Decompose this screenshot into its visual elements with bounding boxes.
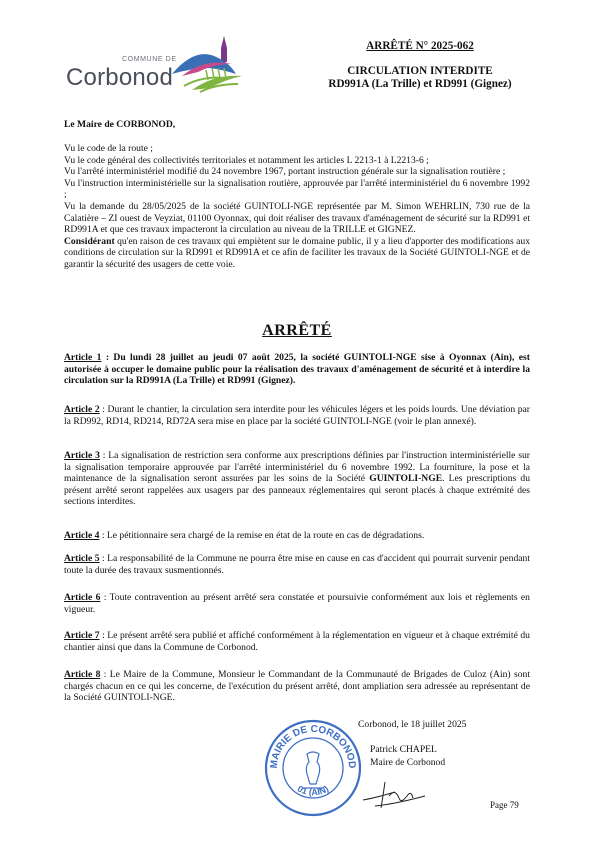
- considerant-text: qu'en raison de ces travaux qui empiètent sur le domaine public, il y a lieu d'apporter des modifications aux conditions de circulation sur la RD991 et RD991A et ce afin de faciliter les travaux de la Société GUINTOLI-NGE et de garantir la sécurité des usagers de cette voie.: [64, 235, 530, 270]
- article-2: [64, 404, 530, 427]
- article-text: : Le pétitionnaire sera chargé de la remise en état de la route en cas de dégradations.: [99, 530, 425, 541]
- signature-place-date: Corbonod, le 18 juillet 2025: [358, 719, 467, 730]
- signatory-name: Patrick CHAPEL: [370, 744, 437, 755]
- logo-commune-label: COMMUNE DE: [122, 56, 177, 63]
- visa-item: Vu l'arrêté interministériel modifié du 24 novembre 1967, portant instruction générale sur la signalisation routière ;: [64, 166, 506, 178]
- arrete-title: ARRÊTÉ: [262, 322, 332, 339]
- article-label: Article 1: [64, 352, 102, 363]
- article-text: : Le Maire de la Commune, Monsieur le Commandant de la Communauté de Brigades de Culoz (Ain) sont chargés chacun en ce qui les concerne, de l'exécution du présent arrêté, dont ampliation sera adressée au représentant de la Société GUINTOLI-NGE.: [64, 669, 530, 704]
- article-3: [64, 450, 530, 508]
- logo-wordmark: Corbonod: [66, 64, 174, 91]
- mairie-stamp: [263, 718, 363, 818]
- arrete-number: ARRÊTÉ N° 2025-062: [366, 40, 474, 52]
- article-company: GUINTOLI-NGE: [369, 473, 443, 485]
- mayor-heading: Le Maire de CORBONOD,: [64, 119, 176, 130]
- visa-item: Vu le code de la route ;: [64, 143, 153, 154]
- commune-logo: [64, 34, 254, 106]
- article-8: [64, 669, 530, 704]
- article-5: [64, 553, 530, 576]
- visa-item: Vu la demande du 28/05/2025 de la société GUINTOLI-NGE représentée par M. Simon WEHRLIN, 730 rue de la Calatière – ZI ouest de Veyziat, 01100 Oyonnax, qui doit réaliser des travaux d'aménagement de sécurité sur la RD991 et RD991A et que ces travaux impacteront la circulation au niveau de la TRILLE et GIGNEZ.: [64, 200, 530, 236]
- signatory-role: Maire de Corbonod: [370, 757, 446, 768]
- article-label: Article 6: [64, 592, 101, 603]
- article-text: : La signalisation de restriction sera conforme aux prescriptions définies par l'instruction interministérielle sur la signalisation temporaire approuvée par l'arrêté interministériel du 6 novembre 1992. La fourniture, la pose et la maintenance de la signalisation seront assurées par les soins de la Société: [64, 450, 530, 485]
- visas-block: [64, 143, 530, 271]
- article-label: Article 5: [64, 553, 100, 564]
- article-label: Article 7: [64, 630, 100, 641]
- article-label: Article 2: [64, 404, 100, 415]
- article-6: [64, 592, 530, 615]
- article-text: : Le présent arrêté sera publié et affiché conformément à la réglementation en vigueur et à chaque extrémité du chantier ainsi que dans la Commune de Corbonod.: [64, 630, 530, 653]
- considerant-paragraph: [64, 236, 530, 271]
- article-label: Article 3: [64, 450, 100, 461]
- article-7: [64, 630, 530, 653]
- subject-line-2: RD991A (La Trille) et RD991 (Gignez): [328, 78, 512, 90]
- article-text: : La responsabilité de la Commune ne pourra être mise en cause en cas d'accident qui pourrait survenir pendant toute la durée des travaux susmentionnés.: [64, 553, 530, 576]
- handwritten-signature: [355, 770, 445, 815]
- subject-line-1: CIRCULATION INTERDITE: [347, 65, 493, 77]
- article-text: . Les prescriptions du présent arrêté seront rappelées aux usagers par des panneaux réglementaires qui seront placés à chaque extrémité des sections interdites.: [64, 473, 530, 508]
- article-text: : Durant le chantier, la circulation sera interdite pour les véhicules légers et les poids lourds. Une déviation par la RD992, RD14, RD214, RD72A sera mise en place par la société GUINTOLI-NGE (voir le plan annexé).: [64, 404, 530, 427]
- article-label: Article 8: [64, 669, 101, 680]
- svg-text:MAIRIE DE CORBONOD: MAIRIE DE CORBONOD: [268, 723, 358, 769]
- article-text: : Toute contravention au présent arrêté sera constatée et poursuivie conformément aux lois et règlements en vigueur.: [64, 592, 530, 615]
- visa-item: Vu l'instruction interministérielle sur la signalisation routière, approuvée par l'arrêté interministériel du 6 novembre 1992 ;: [64, 177, 530, 201]
- signature-scribble-icon: [355, 770, 445, 815]
- article-label: Article 4: [64, 530, 100, 541]
- visa-item: Vu le code général des collectivités territoriales et notamment les articles L 2213-1 à L2213-6 ;: [64, 154, 429, 166]
- considerant-label: Considérant: [64, 235, 115, 247]
- article-1: [64, 352, 530, 387]
- article-text: : Du lundi 28 juillet au jeudi 07 août 2025, la société GUINTOLI-NGE sise à Oyonnax (Ain), est autorisée à occuper le domaine public pour la réalisation des travaux d'aménagement de sécurité et à interdire la circulation sur la RD991A (La Trille) et RD991 (Gignez).: [64, 352, 530, 387]
- article-4: [64, 530, 530, 542]
- stamp-seal-icon: [263, 718, 363, 818]
- page-number: Page 79: [490, 800, 519, 810]
- svg-text:01 (AIN): 01 (AIN): [295, 783, 331, 798]
